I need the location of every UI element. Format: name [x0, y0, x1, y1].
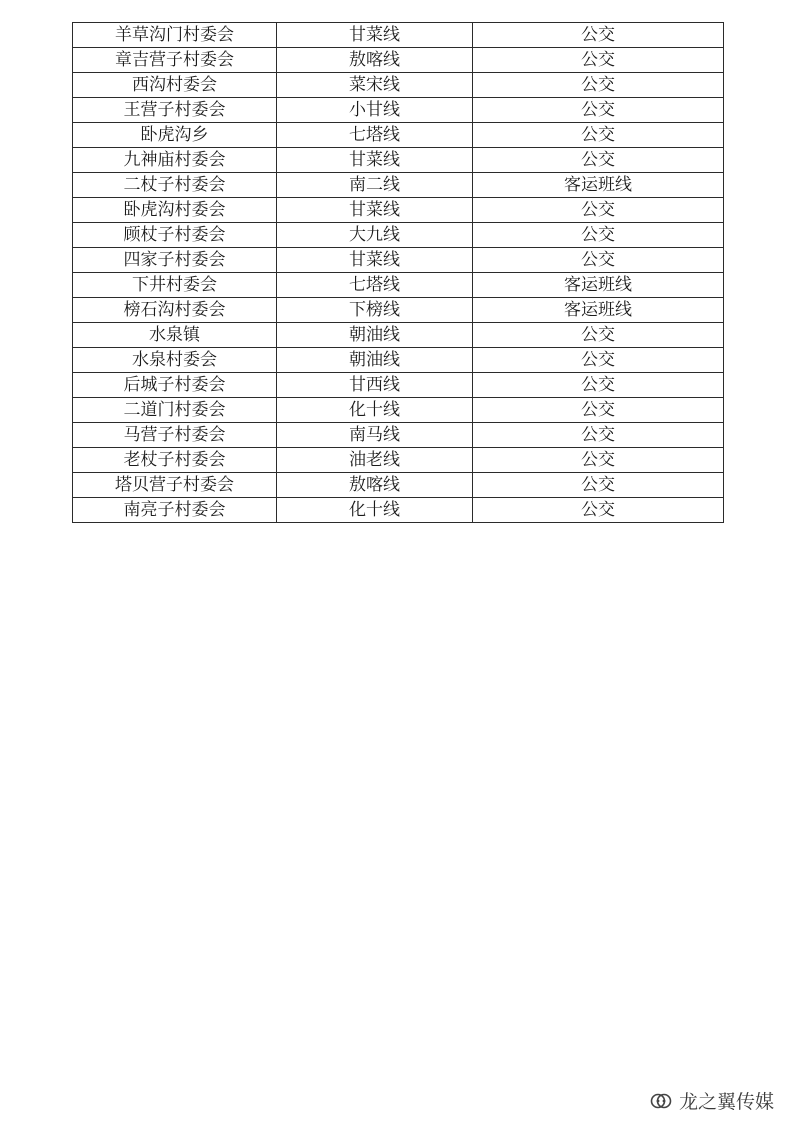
route-cell: 油老线	[277, 448, 473, 473]
transport-type-cell: 公交	[473, 498, 724, 523]
route-cell: 敖喀线	[277, 473, 473, 498]
village-cell: 榜石沟村委会	[73, 298, 277, 323]
table-row	[73, 73, 724, 98]
transport-type-cell: 公交	[473, 373, 724, 398]
watermark	[649, 1087, 774, 1114]
table-row	[73, 148, 724, 173]
route-cell: 朝油线	[277, 348, 473, 373]
route-cell: 小甘线	[277, 98, 473, 123]
transport-type-cell: 公交	[473, 48, 724, 73]
route-cell: 七塔线	[277, 123, 473, 148]
transport-type-cell: 公交	[473, 473, 724, 498]
village-cell: 南亮子村委会	[73, 498, 277, 523]
village-cell: 四家子村委会	[73, 248, 277, 273]
table-row	[73, 448, 724, 473]
route-cell: 南马线	[277, 423, 473, 448]
village-cell: 后城子村委会	[73, 373, 277, 398]
village-cell: 水泉镇	[73, 323, 277, 348]
transport-type-cell: 公交	[473, 148, 724, 173]
route-cell: 甘西线	[277, 373, 473, 398]
village-cell: 老杖子村委会	[73, 448, 277, 473]
transport-type-cell: 公交	[473, 223, 724, 248]
route-table-body	[73, 23, 724, 523]
table-row	[73, 423, 724, 448]
village-cell: 二杖子村委会	[73, 173, 277, 198]
table-row	[73, 498, 724, 523]
transport-type-cell: 公交	[473, 423, 724, 448]
village-cell: 羊草沟门村委会	[73, 23, 277, 48]
transport-type-cell: 公交	[473, 98, 724, 123]
transport-type-cell: 客运班线	[473, 273, 724, 298]
wechat-channel-icon	[649, 1089, 673, 1113]
transport-type-cell: 公交	[473, 398, 724, 423]
village-cell: 水泉村委会	[73, 348, 277, 373]
table-row	[73, 48, 724, 73]
village-cell: 马营子村委会	[73, 423, 277, 448]
table-row	[73, 398, 724, 423]
table-row	[73, 223, 724, 248]
village-cell: 九神庙村委会	[73, 148, 277, 173]
table-row	[73, 198, 724, 223]
transport-type-cell: 客运班线	[473, 173, 724, 198]
transport-type-cell: 公交	[473, 448, 724, 473]
route-cell: 甘菜线	[277, 23, 473, 48]
transport-type-cell: 公交	[473, 123, 724, 148]
transport-type-cell: 客运班线	[473, 298, 724, 323]
route-table	[72, 22, 724, 523]
table-row	[73, 248, 724, 273]
route-cell: 南二线	[277, 173, 473, 198]
village-cell: 二道门村委会	[73, 398, 277, 423]
table-row	[73, 98, 724, 123]
transport-type-cell: 公交	[473, 73, 724, 98]
route-cell: 化十线	[277, 398, 473, 423]
table-row	[73, 173, 724, 198]
route-cell: 下榜线	[277, 298, 473, 323]
transport-type-cell: 公交	[473, 323, 724, 348]
transport-type-cell: 公交	[473, 198, 724, 223]
transport-type-cell: 公交	[473, 23, 724, 48]
route-cell: 化十线	[277, 498, 473, 523]
route-cell: 甘菜线	[277, 198, 473, 223]
route-cell: 大九线	[277, 223, 473, 248]
route-cell: 朝油线	[277, 323, 473, 348]
table-row	[73, 123, 724, 148]
table-row	[73, 323, 724, 348]
village-cell: 顾杖子村委会	[73, 223, 277, 248]
route-cell: 甘菜线	[277, 148, 473, 173]
village-cell: 王营子村委会	[73, 98, 277, 123]
table-row	[73, 473, 724, 498]
transport-type-cell: 公交	[473, 348, 724, 373]
transport-type-cell: 公交	[473, 248, 724, 273]
village-cell: 塔贝营子村委会	[73, 473, 277, 498]
village-cell: 西沟村委会	[73, 73, 277, 98]
table-row	[73, 273, 724, 298]
table-row	[73, 298, 724, 323]
village-cell: 卧虎沟乡	[73, 123, 277, 148]
route-cell: 七塔线	[277, 273, 473, 298]
table-row	[73, 23, 724, 48]
route-cell: 敖喀线	[277, 48, 473, 73]
village-cell: 卧虎沟村委会	[73, 198, 277, 223]
route-cell: 甘菜线	[277, 248, 473, 273]
village-cell: 下井村委会	[73, 273, 277, 298]
watermark-text: 龙之翼传媒	[678, 1091, 774, 1113]
table-row	[73, 373, 724, 398]
route-cell: 菜宋线	[277, 73, 473, 98]
table-row	[73, 348, 724, 373]
village-cell: 章吉营子村委会	[73, 48, 277, 73]
